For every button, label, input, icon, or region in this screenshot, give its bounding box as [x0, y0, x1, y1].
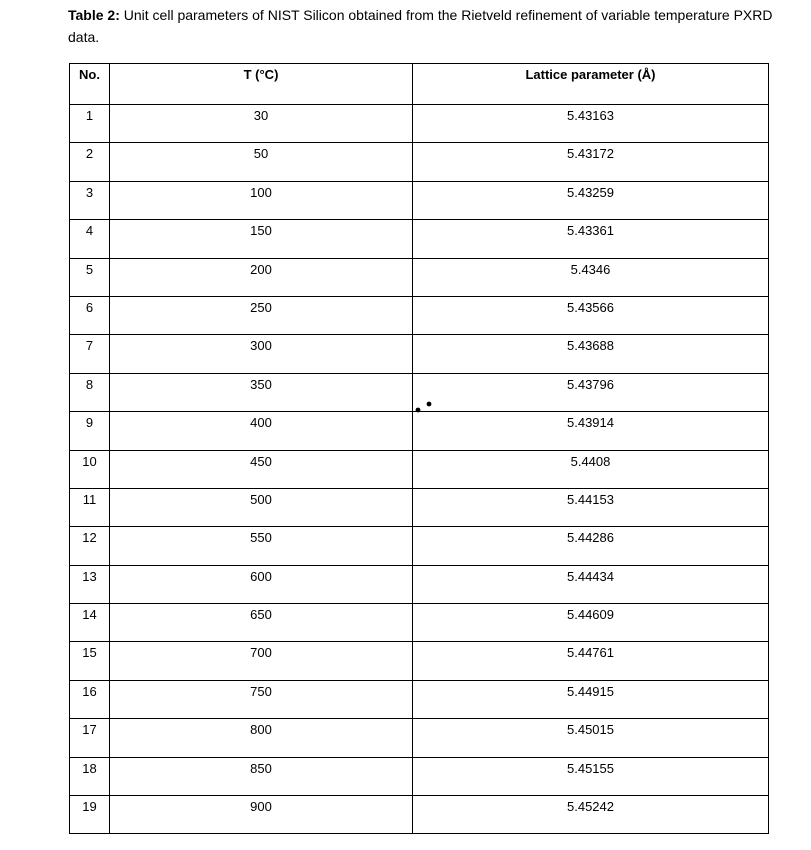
caption-label: Table 2: — [68, 7, 120, 23]
cell-no: 2 — [70, 143, 110, 181]
cell-no: 3 — [70, 181, 110, 219]
header-lattice-parameter: Lattice parameter (Å) — [413, 64, 769, 105]
table-row — [70, 565, 769, 603]
cell-no: 10 — [70, 450, 110, 488]
cell-temperature: 350 — [110, 373, 413, 411]
caption-text: Unit cell parameters of NIST Silicon obtained from the Rietveld refinement of variable temperature PXRD data. — [68, 7, 773, 45]
cell-lattice-parameter: 5.44153 — [413, 488, 769, 526]
cell-temperature: 500 — [110, 488, 413, 526]
cell-temperature: 550 — [110, 527, 413, 565]
cell-no: 18 — [70, 757, 110, 795]
cell-temperature: 700 — [110, 642, 413, 680]
cell-lattice-parameter: 5.44434 — [413, 565, 769, 603]
cell-no: 5 — [70, 258, 110, 296]
cell-lattice-parameter: 5.44761 — [413, 642, 769, 680]
cell-no: 16 — [70, 680, 110, 718]
cell-lattice-parameter: 5.44609 — [413, 604, 769, 642]
cell-temperature: 600 — [110, 565, 413, 603]
table-row — [70, 488, 769, 526]
table-row — [70, 604, 769, 642]
cell-temperature: 800 — [110, 719, 413, 757]
cell-temperature: 850 — [110, 757, 413, 795]
cell-temperature: 450 — [110, 450, 413, 488]
cell-lattice-parameter: 5.43914 — [413, 412, 769, 450]
cell-lattice-parameter: 5.45242 — [413, 796, 769, 834]
cell-temperature: 150 — [110, 220, 413, 258]
cell-no: 14 — [70, 604, 110, 642]
table-row — [70, 296, 769, 334]
cell-temperature: 100 — [110, 181, 413, 219]
header-row — [70, 64, 769, 105]
cell-temperature: 650 — [110, 604, 413, 642]
cell-temperature: 200 — [110, 258, 413, 296]
cell-temperature: 750 — [110, 680, 413, 718]
cell-lattice-parameter: 5.43361 — [413, 220, 769, 258]
cell-lattice-parameter: 5.43796 — [413, 373, 769, 411]
cell-lattice-parameter: 5.43163 — [413, 105, 769, 143]
cell-no: 9 — [70, 412, 110, 450]
stray-dot — [416, 408, 421, 413]
table-row — [70, 105, 769, 143]
header-temperature: T (°C) — [110, 64, 413, 105]
cell-no: 6 — [70, 296, 110, 334]
table-row — [70, 258, 769, 296]
cell-no: 13 — [70, 565, 110, 603]
cell-temperature: 50 — [110, 143, 413, 181]
table-row — [70, 796, 769, 834]
cell-no: 4 — [70, 220, 110, 258]
table-row — [70, 181, 769, 219]
table-header — [70, 64, 769, 105]
cell-no: 17 — [70, 719, 110, 757]
cell-lattice-parameter: 5.45155 — [413, 757, 769, 795]
cell-no: 15 — [70, 642, 110, 680]
cell-temperature: 900 — [110, 796, 413, 834]
cell-no: 8 — [70, 373, 110, 411]
cell-no: 19 — [70, 796, 110, 834]
stray-dots-mark — [410, 396, 440, 416]
cell-temperature: 400 — [110, 412, 413, 450]
table-caption — [68, 4, 788, 48]
cell-lattice-parameter: 5.45015 — [413, 719, 769, 757]
table-row — [70, 450, 769, 488]
cell-lattice-parameter: 5.4346 — [413, 258, 769, 296]
cell-no: 1 — [70, 105, 110, 143]
stray-dot — [427, 402, 432, 407]
lattice-parameter-table — [69, 63, 769, 834]
table-row — [70, 412, 769, 450]
table-row — [70, 757, 769, 795]
cell-lattice-parameter: 5.43259 — [413, 181, 769, 219]
cell-no: 7 — [70, 335, 110, 373]
cell-lattice-parameter: 5.43566 — [413, 296, 769, 334]
table-row — [70, 220, 769, 258]
table-row — [70, 335, 769, 373]
cell-lattice-parameter: 5.43688 — [413, 335, 769, 373]
table-row — [70, 642, 769, 680]
table-body — [70, 105, 769, 834]
cell-lattice-parameter: 5.43172 — [413, 143, 769, 181]
table-row — [70, 680, 769, 718]
table-row — [70, 719, 769, 757]
cell-temperature: 30 — [110, 105, 413, 143]
table-row — [70, 143, 769, 181]
cell-lattice-parameter: 5.44915 — [413, 680, 769, 718]
header-no: No. — [70, 64, 110, 105]
table-row — [70, 527, 769, 565]
cell-temperature: 300 — [110, 335, 413, 373]
cell-lattice-parameter: 5.44286 — [413, 527, 769, 565]
cell-no: 12 — [70, 527, 110, 565]
cell-lattice-parameter: 5.4408 — [413, 450, 769, 488]
cell-temperature: 250 — [110, 296, 413, 334]
cell-no: 11 — [70, 488, 110, 526]
